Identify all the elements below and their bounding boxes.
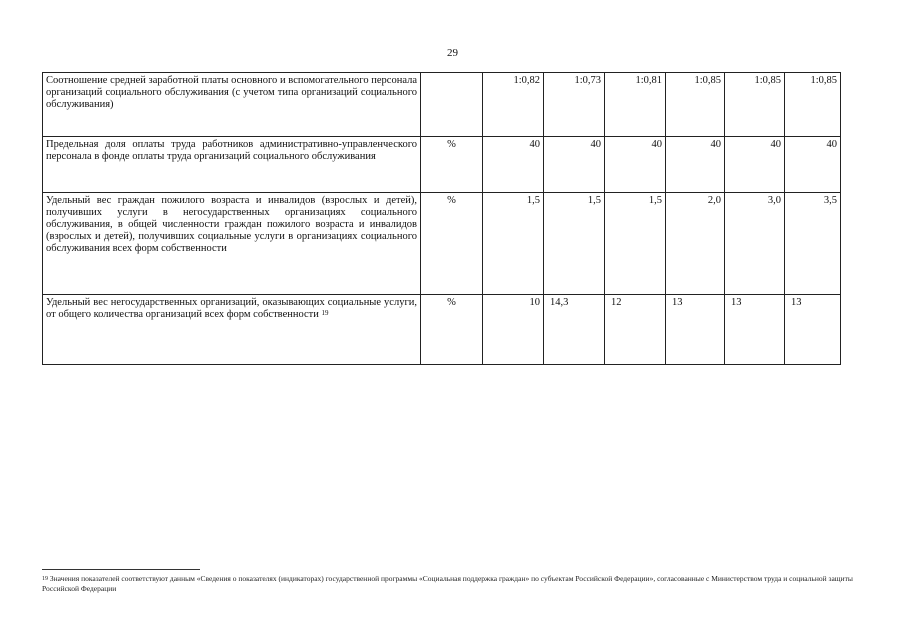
value-cell: 40: [544, 137, 605, 193]
value-cell: 1,5: [605, 193, 666, 295]
value-cell: 14,3: [544, 295, 605, 365]
page-number: 29: [447, 47, 458, 59]
row-description: Соотношение средней заработной платы основного и вспомогательного персонала организаций социального обслуживания (с учетом типа организаций социального обслуживания): [43, 73, 421, 137]
footnote-number: 19: [42, 576, 48, 582]
value-cell: 13: [666, 295, 725, 365]
value-cell: 1,5: [544, 193, 605, 295]
value-cell: 1:0,81: [605, 73, 666, 137]
footnote: [42, 574, 862, 594]
table-row: [43, 73, 841, 137]
value-cell: 40: [666, 137, 725, 193]
footnote-ref: 19: [321, 309, 329, 317]
table-row: [43, 295, 841, 365]
value-cell: 2,0: [666, 193, 725, 295]
table-row: [43, 137, 841, 193]
value-cell: 12: [605, 295, 666, 365]
row-description-text: Удельный вес негосударственных организаций, оказывающих социальные услуги, от общего количества организаций всех форм собственности: [46, 297, 417, 320]
value-cell: 1:0,85: [725, 73, 785, 137]
value-cell: 40: [483, 137, 544, 193]
value-cell: 40: [785, 137, 841, 193]
row-unit: [421, 73, 483, 137]
value-cell: 40: [605, 137, 666, 193]
footnote-divider: [42, 569, 200, 570]
row-unit: %: [421, 295, 483, 365]
value-cell: 13: [785, 295, 841, 365]
value-cell: 3,0: [725, 193, 785, 295]
value-cell: 1:0,85: [666, 73, 725, 137]
row-unit: %: [421, 193, 483, 295]
row-description: [43, 295, 421, 365]
table-row: [43, 193, 841, 295]
value-cell: 3,5: [785, 193, 841, 295]
value-cell: 1:0,85: [785, 73, 841, 137]
footnote-text: Значения показателей соответствуют данным «Сведения о показателях (индикаторах) государственной программы «Социальная поддержка граждан» по субъектам Российской Федерации», согласованные с Министерством труда и социальной защиты Российской Федерации: [42, 574, 853, 593]
value-cell: 1:0,73: [544, 73, 605, 137]
value-cell: 1:0,82: [483, 73, 544, 137]
row-description: Удельный вес граждан пожилого возраста и инвалидов (взрослых и детей), получивших услуги в негосударственных организациях социального обслуживания, в общей численности граждан пожилого возраста и инвалидов (взрослых и детей), получивших социальные услуги в организациях социального обслуживания всех форм собственности: [43, 193, 421, 295]
value-cell: 10: [483, 295, 544, 365]
value-cell: 1,5: [483, 193, 544, 295]
row-description: Предельная доля оплаты труда работников административно-управленческого персонала в фонде оплаты труда организаций социального обслуживания: [43, 137, 421, 193]
indicators-table: [42, 72, 841, 365]
value-cell: 13: [725, 295, 785, 365]
value-cell: 40: [725, 137, 785, 193]
row-unit: %: [421, 137, 483, 193]
